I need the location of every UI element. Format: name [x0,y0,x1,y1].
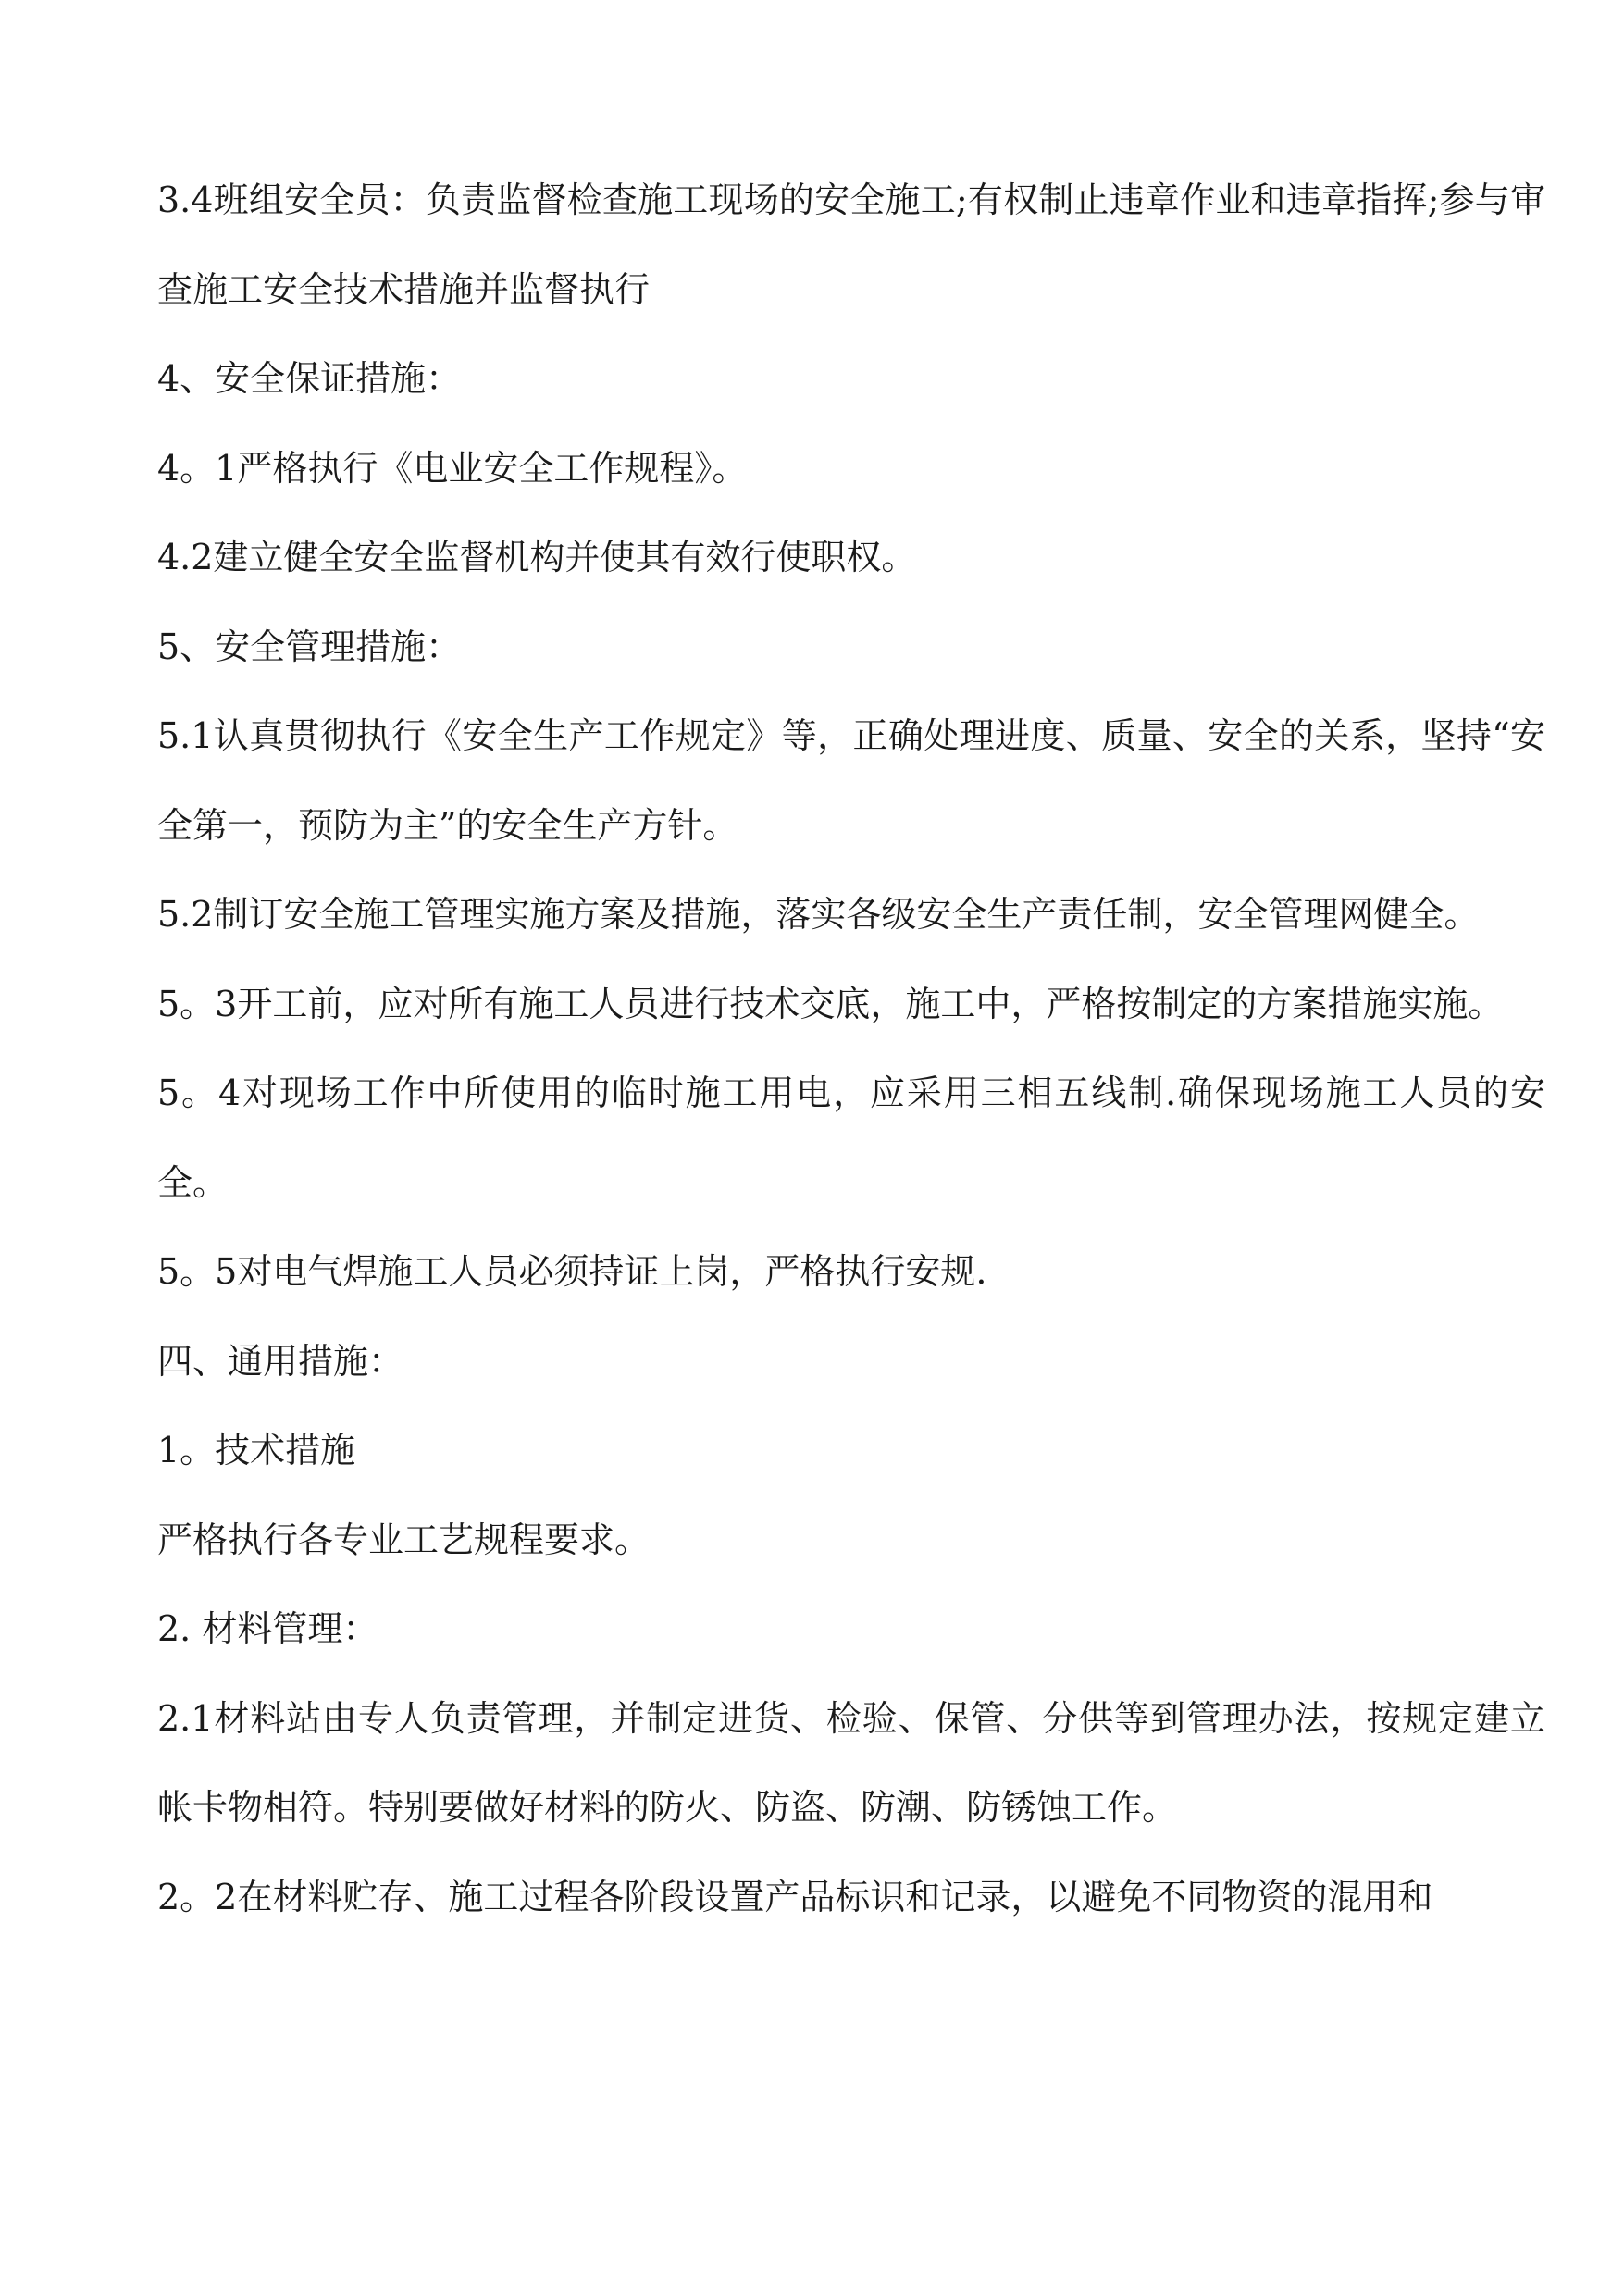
heading-4-safety-guarantee: 4、安全保证措施： [157,358,462,399]
paragraph-2-1: 2.1材料站由专人负责管理，并制定进货、检验、保管、分供等到管理办法，按规定建立帐卡物相符。特别要做好材料的防火、防盗、防潮、防锈蚀工作。 [157,1697,1545,1828]
paragraph-2-2: 2。2在材料贮存、施工过程各阶段设置产品标识和记录，以避免不同物资的混用和 [157,1876,1433,1917]
paragraph-4-1: 4。1严格执行《电业安全工作规程》。 [157,447,748,489]
paragraph-5-3: 5。3开工前，应对所有施工人员进行技术交底，施工中，严格按制定的方案措施实施。 [157,983,1504,1024]
heading-four-general-measures: 四、通用措施： [157,1340,404,1382]
paragraph-4-2: 4.2建立健全安全监督机构并使其有效行使职权。 [157,537,917,577]
paragraph-5-5: 5。5对电气焊施工人员必须持证上岗，严格执行安规. [157,1251,987,1292]
paragraph-5-1: 5.1认真贯彻执行《安全生产工作规定》等，正确处理进度、质量、安全的关系，坚持“安全第一，预防为主”的安全生产方针。 [157,715,1545,846]
paragraph-5-4: 5。4对现场工作中所使用的临时施工用电，应采用三相五线制.确保现场施工人员的安全。 [157,1073,1545,1203]
paragraph-3-4: 3.4班组安全员：负责监督检查施工现场的安全施工;有权制止违章作业和违章指挥;参与审查施工安全技术措施并监督执行 [157,180,1545,310]
heading-2-material-management: 2. 材料管理： [157,1608,378,1649]
heading-5-safety-management: 5、安全管理措施： [157,626,462,667]
paragraph-technical-requirement: 严格执行各专业工艺规程要求。 [157,1519,651,1560]
paragraph-5-2: 5.2制订安全施工管理实施方案及措施，落实各级安全生产责任制，安全管理网健全。 [157,894,1480,935]
document-body [157,155,1545,1941]
heading-1-technical-measures: 1。技术措施 [157,1430,356,1470]
